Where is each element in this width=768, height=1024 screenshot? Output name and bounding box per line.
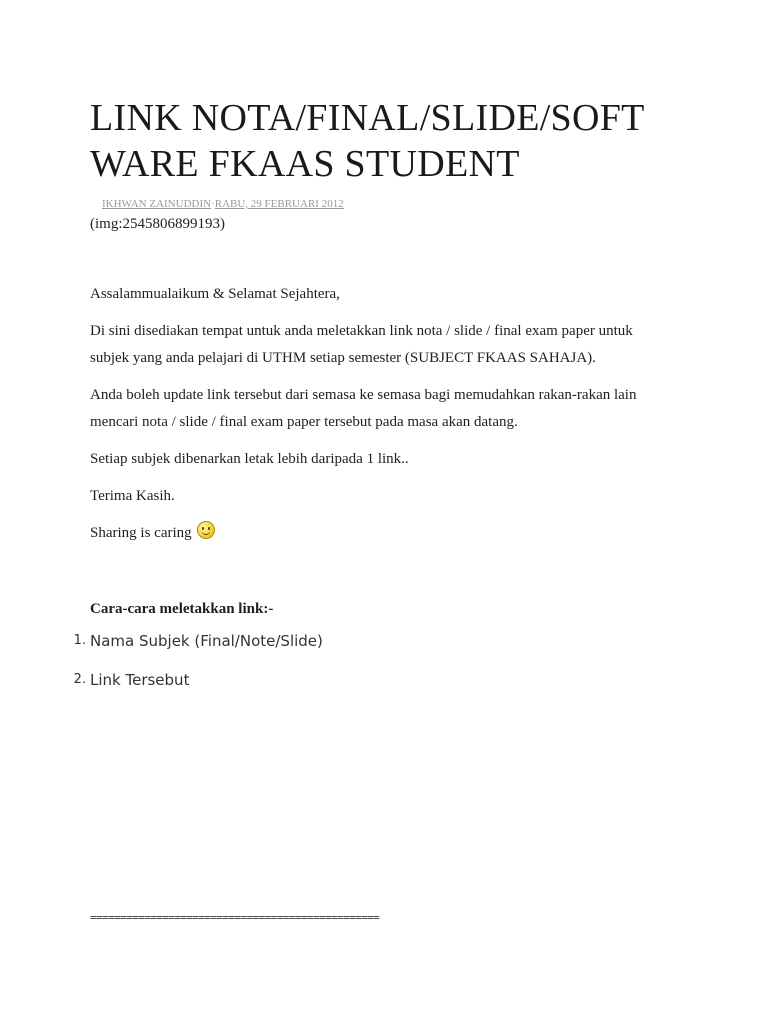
sharing-line: [90, 520, 670, 547]
author-link[interactable]: IKHWAN ZAINUDDIN: [102, 198, 212, 210]
instructions-heading: Cara-cara meletakkan link:-: [90, 601, 274, 617]
image-placeholder: (img:2545806899193): [90, 216, 225, 232]
update-paragraph: Anda boleh update link tersebut dari semasa ke semasa bagi memudahkan rakan-rakan lain mencari nota / slide / final exam paper tersebut pada masa akan datang.: [90, 387, 637, 430]
multiple-links-paragraph: Setiap subjek dibenarkan letak lebih daripada 1 link..: [90, 451, 409, 467]
meta-separator: ·: [211, 198, 215, 210]
thanks-text: Terima Kasih.: [90, 488, 175, 504]
page-title: LINK NOTA/FINAL/SLIDE/SOFTWARE FKAAS STUDENT: [90, 97, 645, 185]
article: [73, 95, 670, 709]
intro-paragraph: Di sini disediakan tempat untuk anda meletakkan link nota / slide / final exam paper untuk subjek yang anda pelajari di UTHM setiap semester (SUBJECT FKAAS SAHAJA).: [90, 323, 633, 366]
instructions-list: [73, 631, 670, 690]
greeting-text: Assalammualaikum & Selamat Sejahtera,: [90, 286, 340, 302]
sharing-text: Sharing is caring: [90, 525, 192, 541]
list-item-number: 1.: [73, 633, 86, 648]
list-item-number: 2.: [73, 672, 86, 687]
smiley-icon: [197, 521, 215, 539]
divider-line: ================================================: [90, 911, 380, 924]
post-meta: [102, 198, 670, 211]
article-body: [90, 281, 670, 547]
list-item: [73, 670, 670, 690]
list-item-label: Link Tersebut: [90, 671, 190, 689]
list-item: [73, 631, 670, 651]
list-item-label: Nama Subjek (Final/Note/Slide): [90, 632, 323, 650]
date-link[interactable]: RABU, 29 FEBRUARI 2012: [214, 198, 344, 210]
